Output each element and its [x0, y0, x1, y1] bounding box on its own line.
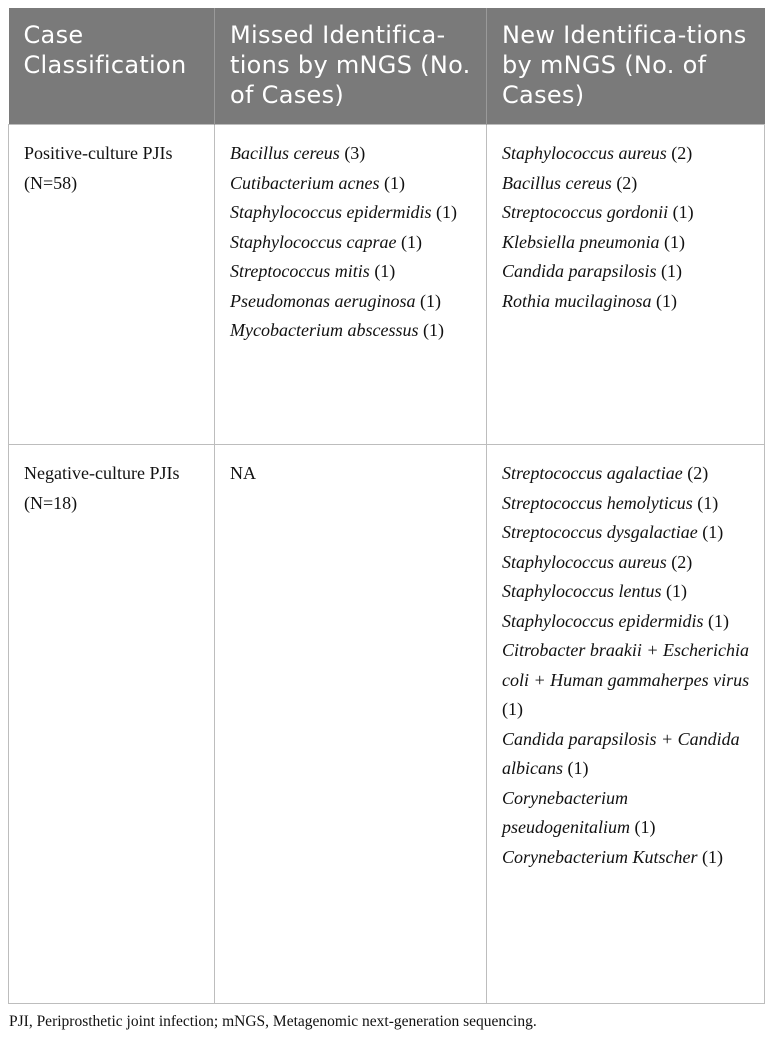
identification-table — [8, 8, 765, 1004]
list-item: Candida parapsilosis (1) — [502, 261, 683, 281]
new-cell — [487, 445, 765, 1004]
header-missed-identifications: Missed Identifica-tions by mNGS (No. of Cases) — [215, 8, 487, 125]
classification-cell: Positive-culture PJIs (N=58) — [9, 125, 215, 445]
classification-cell: Negative-culture PJIs (N=18) — [9, 445, 215, 1004]
new-cell — [487, 125, 765, 445]
list-item: Bacillus cereus (3) — [230, 143, 366, 163]
list-item: Candida parapsilosis + Candida albicans (1) — [502, 728, 740, 778]
list-item: Staphylococcus aureus (2) — [502, 551, 693, 572]
list-item: Corynebacterium Kutscher (1) — [502, 846, 723, 867]
list-item: Pseudomonas aeruginosa (1) — [230, 290, 441, 311]
list-item: Staphylococcus lentus (1) — [502, 581, 687, 601]
list-item: Klebsiella pneumonia (1) — [502, 231, 685, 252]
list-item: Mycobacterium abscessus (1) — [230, 320, 444, 340]
header-case-classification: Case Classification — [9, 8, 215, 125]
list-item: Staphylococcus caprae (1) — [230, 231, 422, 252]
list-item: Cutibacterium acnes (1) — [230, 172, 405, 193]
list-item: Citrobacter braakii + Escherichia coli + Human gammaherpes virus (1) — [502, 640, 750, 719]
missed-cell — [215, 125, 487, 445]
list-item: Corynebacterium pseudogenitalium (1) — [502, 787, 656, 837]
list-item: Rothia mucilaginosa (1) — [502, 290, 677, 311]
header-new-identifications: New Identifica-tions by mNGS (No. of Cases) — [487, 8, 765, 125]
list-item: Streptococcus mitis (1) — [230, 261, 396, 281]
list-item: Staphylococcus epidermidis (1) — [230, 202, 457, 222]
table-row — [9, 445, 765, 1004]
list-item: Streptococcus agalactiae (2) — [502, 463, 709, 483]
list-item: Staphylococcus epidermidis (1) — [502, 610, 729, 631]
list-item: Streptococcus dysgalactiae (1) — [502, 522, 724, 542]
table-footnote: PJI, Periprosthetic joint infection; mNGS, Metagenomic next-generation sequencing. — [9, 1013, 537, 1030]
header-row — [9, 8, 765, 125]
list-item: Bacillus cereus (2) — [502, 172, 638, 193]
list-item: Streptococcus hemolyticus (1) — [502, 492, 719, 513]
missed-cell: NA — [215, 445, 487, 1004]
list-item: Staphylococcus aureus (2) — [502, 143, 693, 163]
table-row — [9, 125, 765, 445]
list-item: Streptococcus gordonii (1) — [502, 202, 694, 222]
